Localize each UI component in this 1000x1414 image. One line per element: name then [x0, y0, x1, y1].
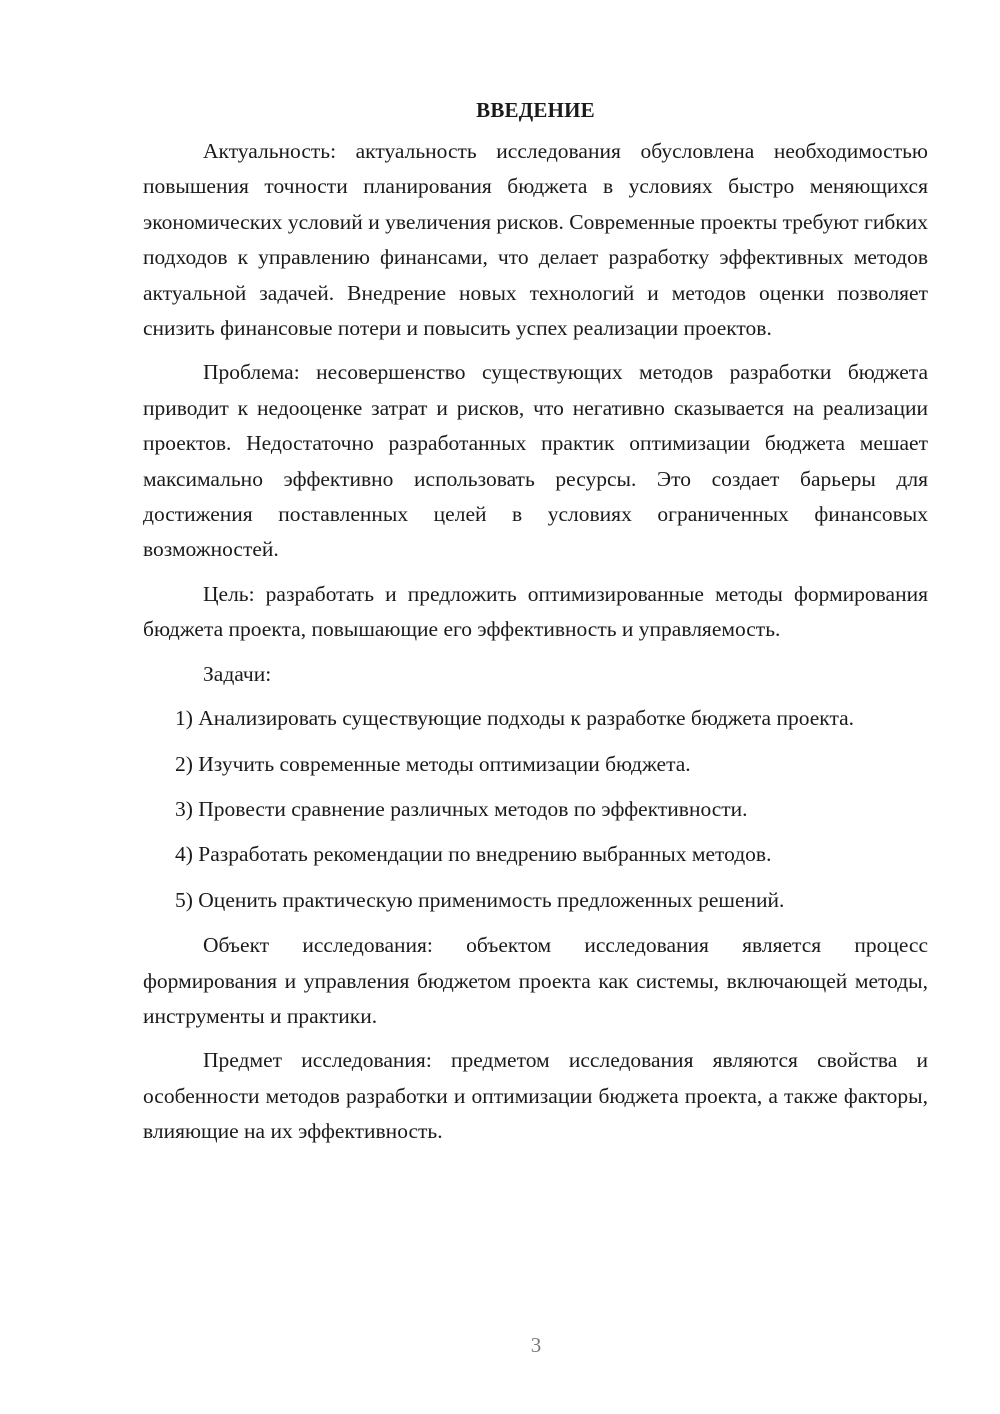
section-heading: ВВЕДЕНИЕ: [476, 98, 595, 122]
page-number: 3: [530, 1333, 542, 1357]
goal-paragraph: Цель: разработать и предложить оптимизированные методы формирования бюджета проекта, повышающие его эффективность и управляемость.: [143, 581, 928, 642]
task-item: 4) Разработать рекомендации по внедрению выбранных методов.: [175, 842, 772, 867]
task-item: 1) Анализировать существующие подходы к разработке бюджета проекта.: [175, 706, 855, 731]
object-paragraph: Объект исследования: объектом исследования является процесс формирования и управления бюджетом проекта как системы, включающей методы, инструменты и практики.: [143, 933, 928, 1028]
subject-paragraph: Предмет исследования: предметом исследования являются свойства и особенности методов разработки и оптимизации бюджета проекта, а также факторы, влияющие на их эффективность.: [143, 1048, 928, 1144]
document-page: [143, 92, 928, 1159]
problem-paragraph: Проблема: несовершенство существующих методов разработки бюджета приводит к недооценке затрат и рисков, что негативно сказывается на реализации проектов. Недостаточно разработанных практик оптимизации бюджета мешает максимально эффективно использовать ресурсы. Это создает барьеры для достижения поставленных целей в условиях ограниченных финансовых возможностей.: [143, 360, 928, 562]
relevance-paragraph: Актуальность: актуальность исследования обусловлена необходимостью повышения точности планирования бюджета в условиях быстро меняющихся экономических условий и увеличения рисков. Современные проекты требуют гибких подходов к управлению финансами, что делает разработку эффективных методов актуальной задачей. Внедрение новых технологий и методов оценки позволяет снизить финансовые потери и повысить успех реализации проектов.: [143, 139, 928, 341]
task-item: 2) Изучить современные методы оптимизации бюджета.: [175, 751, 691, 776]
task-item: 5) Оценить практическую применимость предложенных решений.: [175, 887, 785, 912]
tasks-label: Задачи:: [203, 661, 272, 686]
task-item: 3) Провести сравнение различных методов по эффективности.: [175, 796, 748, 821]
